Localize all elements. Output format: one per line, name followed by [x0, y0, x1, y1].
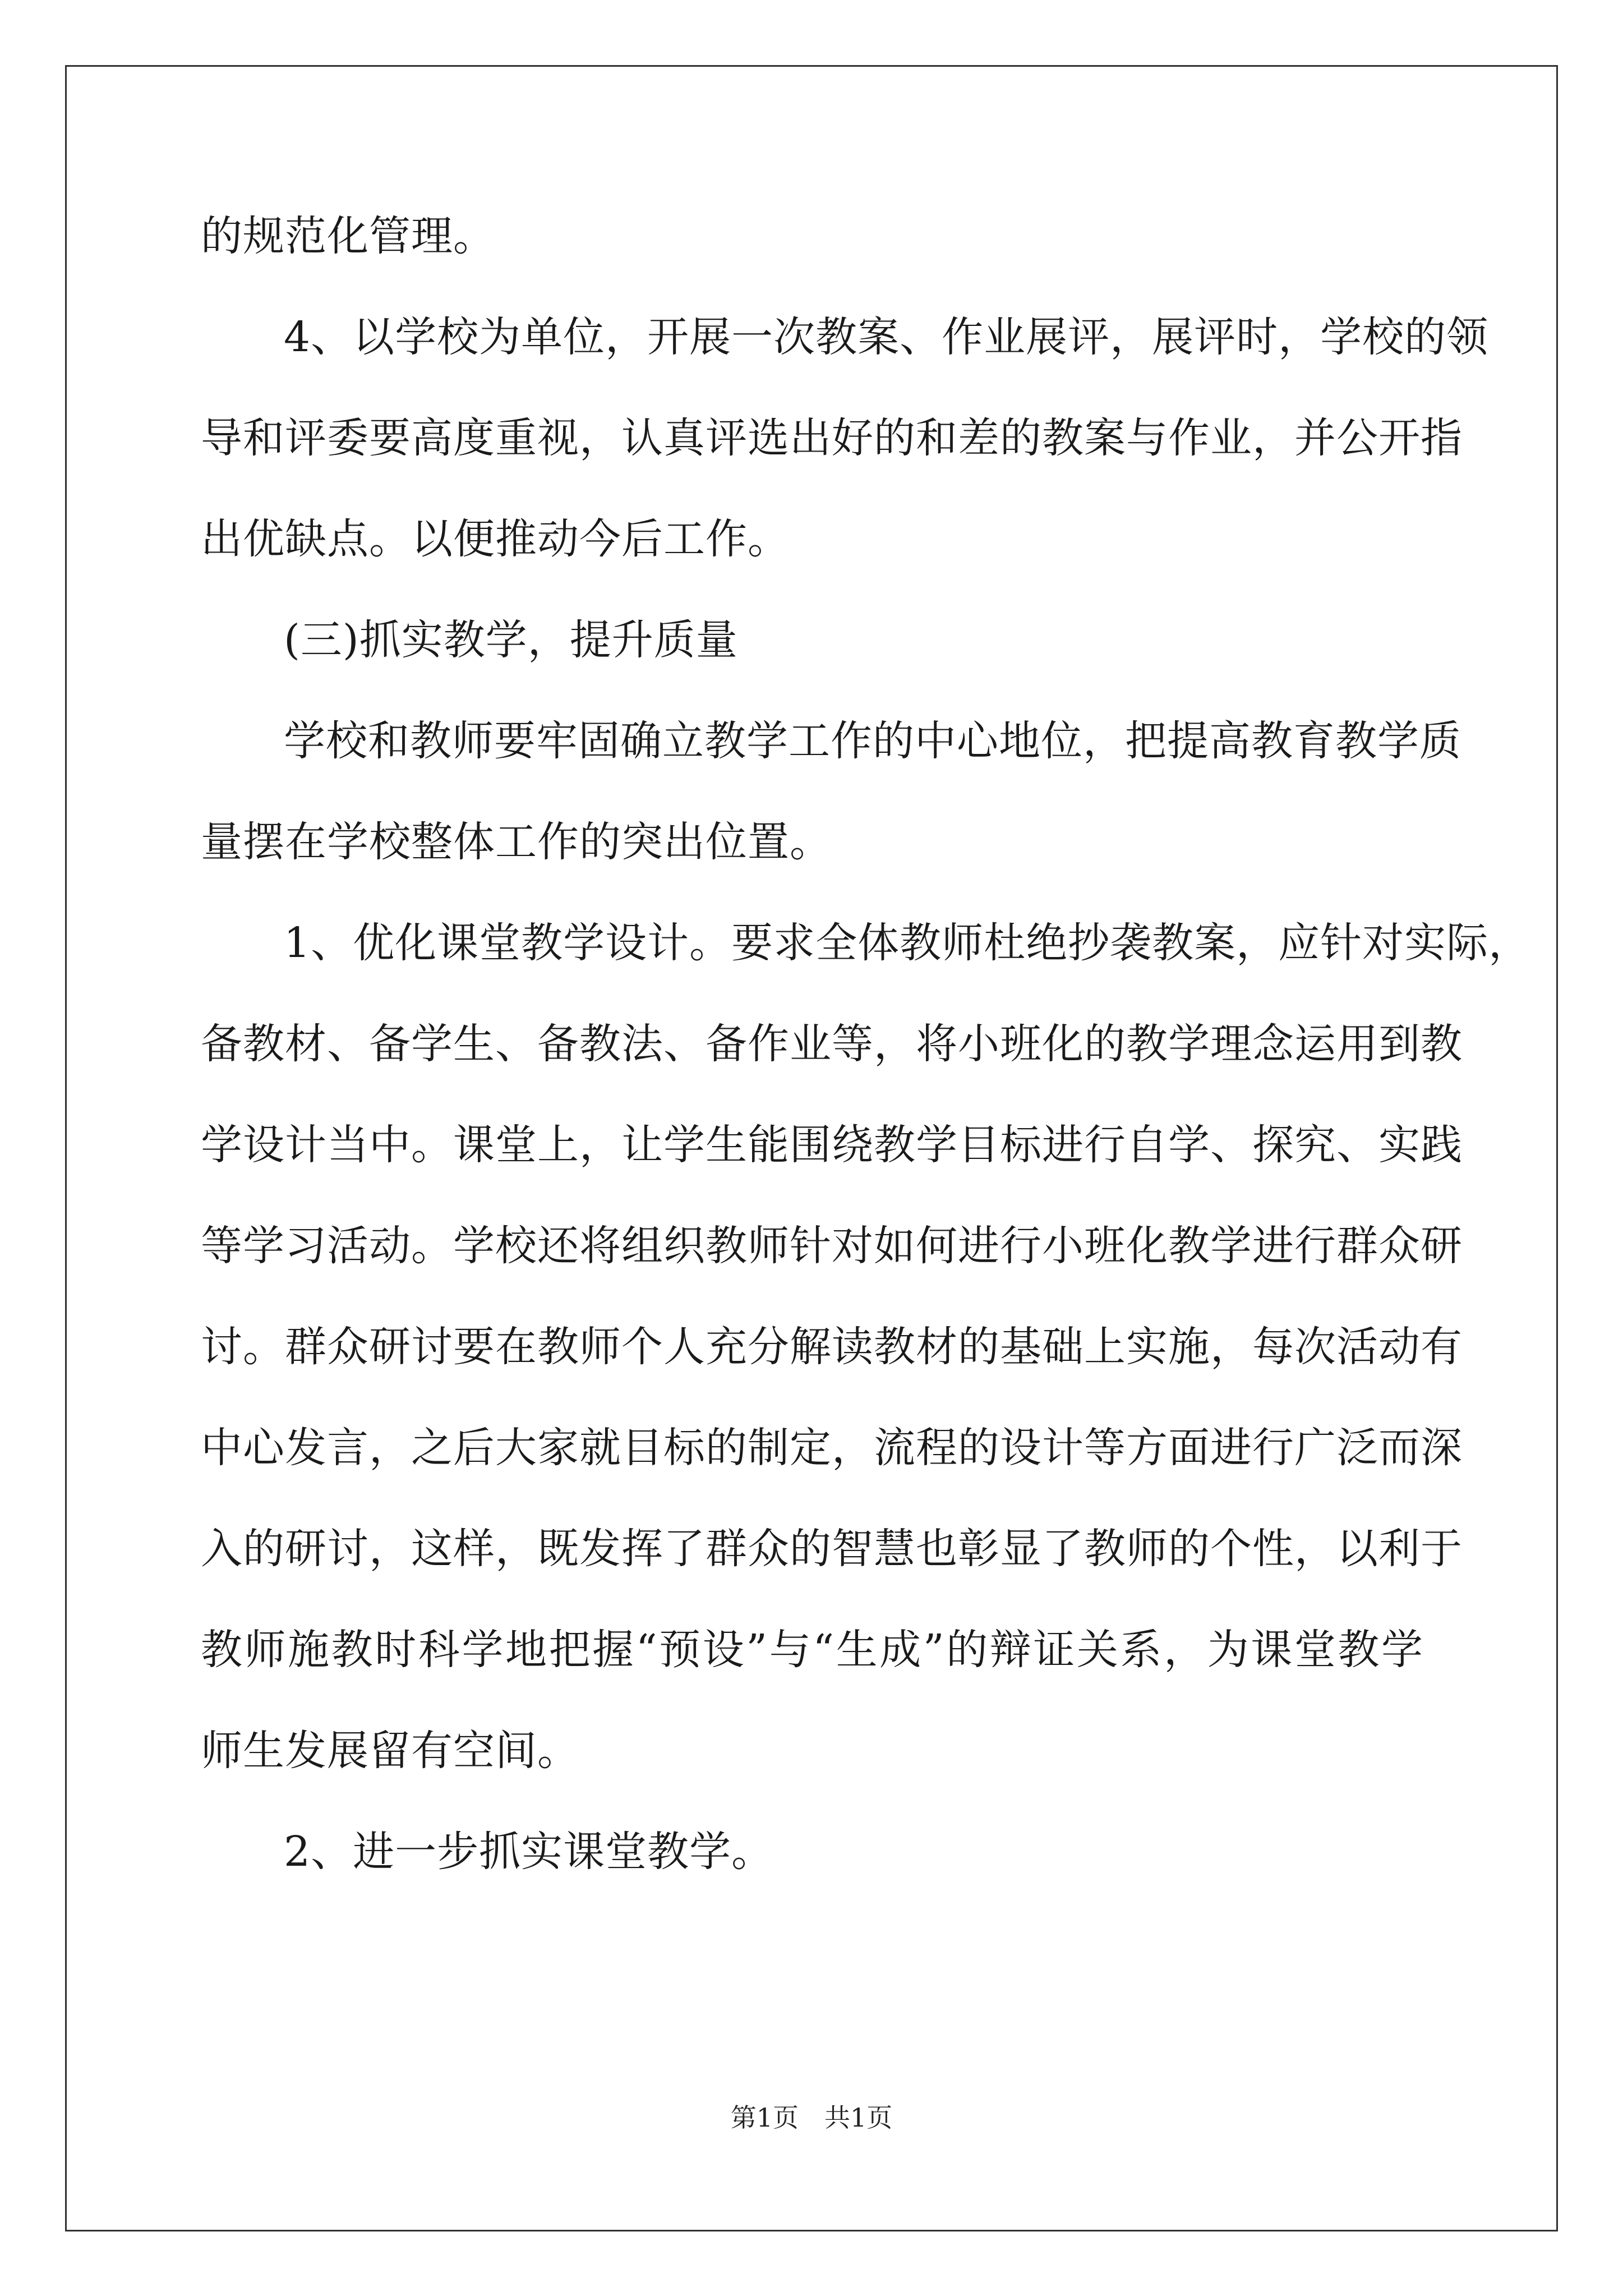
page-footer: 第1页 共1页 [730, 2102, 893, 2133]
text-line: 备教材、备学生、备教法、备作业等，将小班化的教学理念运用到教 [201, 1020, 1463, 1068]
text-line: 学校和教师要牢固确立教学工作的中心地位，把提高教育教学质 [284, 717, 1461, 765]
text-line: 的规范化管理。 [201, 212, 495, 260]
text-line: 出优缺点。以便推动今后工作。 [201, 515, 790, 563]
text-line: 学设计当中。课堂上，让学生能围绕教学目标进行自学、探究、实践 [201, 1121, 1463, 1169]
text-line: 1、优化课堂教学设计。要求全体教师杜绝抄袭教案，应针对实际， [284, 919, 1531, 967]
text-line: 讨。群众研讨要在教师个人充分解读教材的基础上实施，每次活动有 [201, 1323, 1463, 1371]
section-heading: (三)抓实教学，提升质量 [284, 616, 738, 664]
text-line: 教师施教时科学地把握“预设”与“生成”的辩证关系，为课堂教学 [201, 1626, 1423, 1674]
text-line: 入的研讨，这样，既发挥了群众的智慧也彰显了教师的个性，以利于 [201, 1525, 1463, 1573]
text-line: 量摆在学校整体工作的突出位置。 [201, 818, 832, 866]
text-line: 中心发言，之后大家就目标的制定，流程的设计等方面进行广泛而深 [201, 1424, 1463, 1472]
text-line: 等学习活动。学校还将组织教师针对如何进行小班化教学进行群众研 [201, 1222, 1463, 1270]
text-line: 师生发展留有空间。 [201, 1727, 579, 1775]
text-line: 4、以学校为单位，开展一次教案、作业展评，展评时，学校的领 [284, 313, 1489, 361]
text-line: 导和评委要高度重视，认真评选出好的和差的教案与作业，并公开指 [201, 414, 1463, 462]
text-line: 2、进一步抓实课堂教学。 [284, 1828, 774, 1876]
